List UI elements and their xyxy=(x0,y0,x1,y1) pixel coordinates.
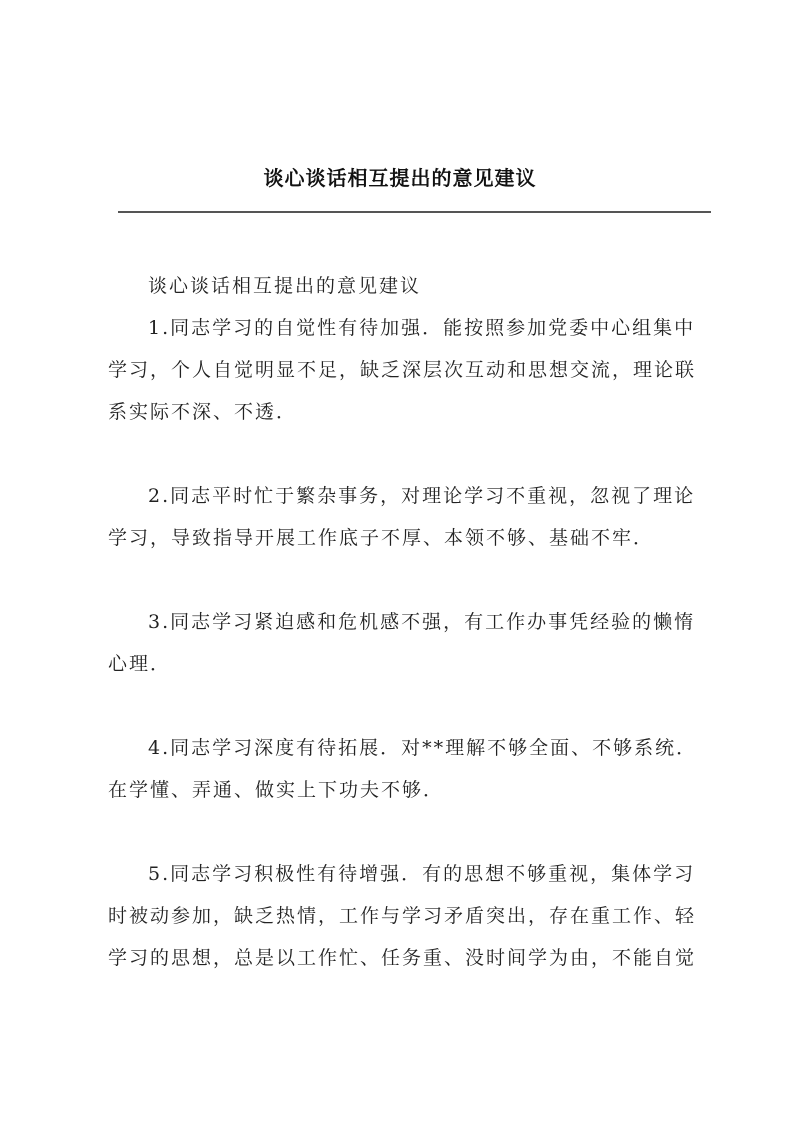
paragraph-3 xyxy=(108,601,712,685)
paragraph-line: 时被动参加，缺乏热情，工作与学习矛盾突出，存在重工作、轻 xyxy=(108,905,697,927)
document-title: 谈心谈话相互提出的意见建议 xyxy=(263,166,537,190)
paragraph-line: 2.同志平时忙于繁杂事务，对理论学习不重视，忽视了理论 xyxy=(148,485,696,507)
paragraph-line: 1.同志学习的自觉性有待加强．能按照参加党委中心组集中 xyxy=(148,317,696,339)
title-divider xyxy=(118,211,711,213)
paragraph-line: 5.同志学习积极性有待增强．有的思想不够重视，集体学习 xyxy=(148,863,696,885)
document-body xyxy=(108,265,712,979)
paragraph-line: 学习的思想，总是以工作忙、任务重、没时间学为由，不能自觉 xyxy=(108,947,697,969)
paragraph-line: 4.同志学习深度有待拓展．对**理解不够全面、不够系统． xyxy=(148,737,698,759)
paragraph-gap xyxy=(108,685,712,727)
paragraph-5 xyxy=(108,853,712,979)
paragraph-gap xyxy=(108,433,712,475)
paragraph-line: 学习，个人自觉明显不足，缺乏深层次互动和思想交流，理论联 xyxy=(108,359,697,381)
paragraph-line: 心理． xyxy=(108,653,172,675)
paragraph-line: 学习，导致指导开展工作底子不厚、本领不够、基础不牢． xyxy=(108,527,655,549)
document-subtitle: 谈心谈话相互提出的意见建议 xyxy=(148,275,422,297)
paragraph-gap xyxy=(108,559,712,601)
paragraph-line: 系实际不深、不透． xyxy=(108,401,298,423)
paragraph-2 xyxy=(108,475,712,559)
paragraph-4 xyxy=(108,727,712,811)
paragraph-line: 3.同志学习紧迫感和危机感不强，有工作办事凭经验的懒惰 xyxy=(148,611,696,633)
paragraph-line: 在学懂、弄通、做实上下功夫不够． xyxy=(108,779,445,801)
paragraph-1 xyxy=(108,307,712,433)
paragraph-gap xyxy=(108,811,712,853)
